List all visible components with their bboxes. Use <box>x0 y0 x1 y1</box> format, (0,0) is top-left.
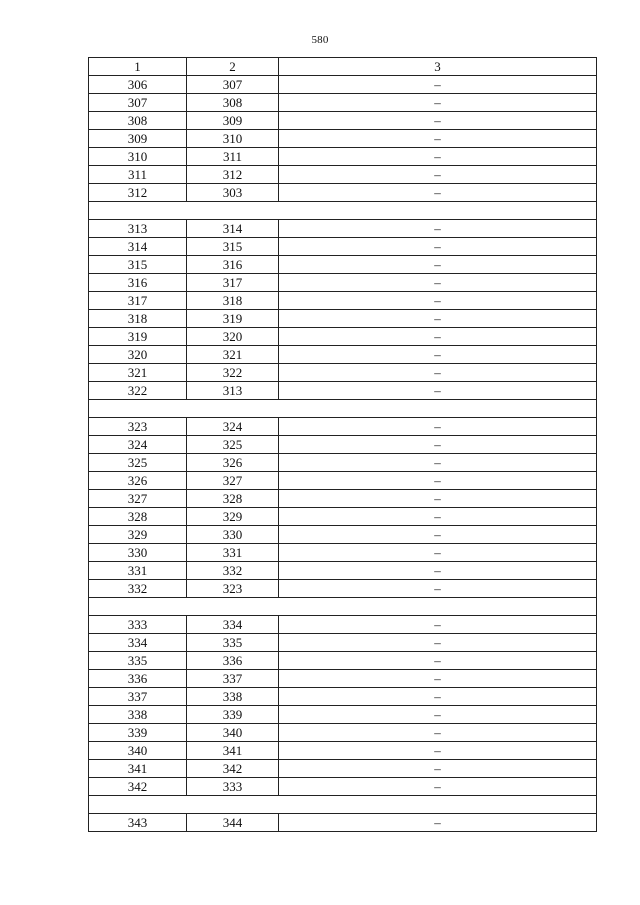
table-cell-col-2: 319 <box>187 310 279 328</box>
table-cell-col-3: – <box>279 778 597 796</box>
table-cell-col-1: 337 <box>89 688 187 706</box>
group-separator-row <box>89 400 597 418</box>
table-cell-col-3: – <box>279 220 597 238</box>
table-row <box>89 634 597 652</box>
table-cell-col-3: – <box>279 328 597 346</box>
table-cell-col-3: – <box>279 274 597 292</box>
table-cell-col-2: 344 <box>187 814 279 832</box>
table-row <box>89 238 597 256</box>
table-cell-col-1: 341 <box>89 760 187 778</box>
table-cell-col-1: 339 <box>89 724 187 742</box>
table-cell-col-3: – <box>279 292 597 310</box>
table-cell-col-3: – <box>279 148 597 166</box>
table-header <box>89 58 597 76</box>
table-cell-col-2: 315 <box>187 238 279 256</box>
table-cell-col-1: 320 <box>89 346 187 364</box>
table-cell-col-1: 330 <box>89 544 187 562</box>
table-cell-col-3: – <box>279 472 597 490</box>
table-row <box>89 742 597 760</box>
table-cell-col-2: 325 <box>187 436 279 454</box>
table-cell-col-3: – <box>279 382 597 400</box>
table-cell-col-1: 332 <box>89 580 187 598</box>
table-cell-col-2: 320 <box>187 328 279 346</box>
table-cell-col-2: 309 <box>187 112 279 130</box>
table-cell-col-1: 333 <box>89 616 187 634</box>
table-cell-col-3: – <box>279 634 597 652</box>
table-body <box>89 76 597 832</box>
table-row <box>89 346 597 364</box>
table-cell-col-2: 332 <box>187 562 279 580</box>
table-row <box>89 526 597 544</box>
table-cell-col-1: 335 <box>89 652 187 670</box>
header-row <box>89 58 597 76</box>
table-cell-col-2: 326 <box>187 454 279 472</box>
table-cell-col-2: 323 <box>187 580 279 598</box>
table-cell-col-2: 308 <box>187 94 279 112</box>
table-cell-col-1: 342 <box>89 778 187 796</box>
table-cell-col-1: 328 <box>89 508 187 526</box>
table-cell-col-3: – <box>279 760 597 778</box>
table-cell-col-2: 312 <box>187 166 279 184</box>
table-cell-col-1: 311 <box>89 166 187 184</box>
table-cell-col-1: 309 <box>89 130 187 148</box>
table-cell-col-1: 325 <box>89 454 187 472</box>
table-row <box>89 454 597 472</box>
table-cell-col-2: 316 <box>187 256 279 274</box>
table-cell-col-3: – <box>279 94 597 112</box>
table-row <box>89 166 597 184</box>
table-cell-col-1: 329 <box>89 526 187 544</box>
table-cell-col-2: 341 <box>187 742 279 760</box>
table-cell-col-2: 321 <box>187 346 279 364</box>
table-cell-col-3: – <box>279 166 597 184</box>
table-row <box>89 562 597 580</box>
table-cell-col-3: – <box>279 616 597 634</box>
table-cell-col-2: 331 <box>187 544 279 562</box>
table-cell-col-2: 340 <box>187 724 279 742</box>
table-cell-col-3: – <box>279 490 597 508</box>
table-cell-col-2: 330 <box>187 526 279 544</box>
data-table <box>88 57 597 832</box>
table-cell-col-2: 329 <box>187 508 279 526</box>
table-cell-col-1: 313 <box>89 220 187 238</box>
page-number: 580 <box>311 34 329 46</box>
table-row <box>89 436 597 454</box>
table-cell-col-3: – <box>279 562 597 580</box>
table-row <box>89 544 597 562</box>
table-row <box>89 688 597 706</box>
table-row <box>89 490 597 508</box>
table-row <box>89 184 597 202</box>
table-row <box>89 382 597 400</box>
table-cell-col-3: – <box>279 742 597 760</box>
table-cell-col-2: 307 <box>187 76 279 94</box>
table-cell-col-3: – <box>279 418 597 436</box>
table-cell-col-1: 323 <box>89 418 187 436</box>
table-cell-col-1: 317 <box>89 292 187 310</box>
table-cell-col-1: 316 <box>89 274 187 292</box>
table-cell-col-1: 312 <box>89 184 187 202</box>
table-cell-col-3: – <box>279 364 597 382</box>
table-row <box>89 94 597 112</box>
table-cell-col-2: 333 <box>187 778 279 796</box>
group-separator-cell <box>89 400 597 418</box>
table-cell-col-2: 337 <box>187 670 279 688</box>
table-cell-col-1: 340 <box>89 742 187 760</box>
table-row <box>89 508 597 526</box>
table-cell-col-3: – <box>279 256 597 274</box>
column-header-3: 3 <box>279 58 597 76</box>
table-row <box>89 130 597 148</box>
table-cell-col-2: 335 <box>187 634 279 652</box>
table-cell-col-3: – <box>279 76 597 94</box>
table-cell-col-2: 342 <box>187 760 279 778</box>
table-cell-col-1: 343 <box>89 814 187 832</box>
group-separator-cell <box>89 796 597 814</box>
table-cell-col-3: – <box>279 544 597 562</box>
table-cell-col-3: – <box>279 814 597 832</box>
table-row <box>89 760 597 778</box>
table-cell-col-1: 327 <box>89 490 187 508</box>
table-cell-col-3: – <box>279 454 597 472</box>
table-row <box>89 670 597 688</box>
table-row <box>89 148 597 166</box>
table-cell-col-1: 319 <box>89 328 187 346</box>
table-cell-col-1: 338 <box>89 706 187 724</box>
table-row <box>89 328 597 346</box>
table-cell-col-3: – <box>279 580 597 598</box>
table-cell-col-2: 310 <box>187 130 279 148</box>
table-cell-col-3: – <box>279 706 597 724</box>
group-separator-cell <box>89 202 597 220</box>
table-row <box>89 292 597 310</box>
table-row <box>89 706 597 724</box>
group-separator-row <box>89 598 597 616</box>
table-row <box>89 220 597 238</box>
table-cell-col-2: 338 <box>187 688 279 706</box>
table-row <box>89 76 597 94</box>
table-cell-col-1: 315 <box>89 256 187 274</box>
table-cell-col-2: 318 <box>187 292 279 310</box>
table-cell-col-3: – <box>279 688 597 706</box>
table-cell-col-3: – <box>279 526 597 544</box>
table-cell-col-2: 311 <box>187 148 279 166</box>
group-separator-row <box>89 796 597 814</box>
table-row <box>89 364 597 382</box>
table-cell-col-1: 322 <box>89 382 187 400</box>
table-cell-col-1: 310 <box>89 148 187 166</box>
table-cell-col-2: 328 <box>187 490 279 508</box>
table-cell-col-2: 322 <box>187 364 279 382</box>
table-row <box>89 814 597 832</box>
table-cell-col-1: 331 <box>89 562 187 580</box>
table-cell-col-2: 334 <box>187 616 279 634</box>
table-cell-col-1: 334 <box>89 634 187 652</box>
table-cell-col-1: 318 <box>89 310 187 328</box>
table-cell-col-2: 303 <box>187 184 279 202</box>
table-row <box>89 472 597 490</box>
table-cell-col-1: 336 <box>89 670 187 688</box>
group-separator-row <box>89 202 597 220</box>
table-cell-col-3: – <box>279 652 597 670</box>
table-cell-col-3: – <box>279 508 597 526</box>
table-cell-col-2: 336 <box>187 652 279 670</box>
table-row <box>89 580 597 598</box>
table-cell-col-3: – <box>279 238 597 256</box>
table-cell-col-1: 308 <box>89 112 187 130</box>
table-row <box>89 616 597 634</box>
table-row <box>89 652 597 670</box>
table-row <box>89 274 597 292</box>
table-cell-col-3: – <box>279 130 597 148</box>
table-cell-col-1: 326 <box>89 472 187 490</box>
table-row <box>89 724 597 742</box>
column-header-1: 1 <box>89 58 187 76</box>
table-row <box>89 778 597 796</box>
table-cell-col-2: 313 <box>187 382 279 400</box>
table-cell-col-1: 321 <box>89 364 187 382</box>
table-cell-col-3: – <box>279 346 597 364</box>
table-cell-col-1: 307 <box>89 94 187 112</box>
table-cell-col-3: – <box>279 724 597 742</box>
table-cell-col-1: 314 <box>89 238 187 256</box>
table-row <box>89 418 597 436</box>
table-row <box>89 256 597 274</box>
table-cell-col-2: 314 <box>187 220 279 238</box>
table-cell-col-2: 339 <box>187 706 279 724</box>
table-cell-col-2: 317 <box>187 274 279 292</box>
table-row <box>89 112 597 130</box>
column-header-2: 2 <box>187 58 279 76</box>
table-cell-col-1: 324 <box>89 436 187 454</box>
table-cell-col-1: 306 <box>89 76 187 94</box>
table-cell-col-3: – <box>279 436 597 454</box>
table-cell-col-3: – <box>279 670 597 688</box>
table-cell-col-3: – <box>279 184 597 202</box>
table-row <box>89 310 597 328</box>
table-cell-col-2: 327 <box>187 472 279 490</box>
table-cell-col-3: – <box>279 112 597 130</box>
table-cell-col-2: 324 <box>187 418 279 436</box>
table-cell-col-3: – <box>279 310 597 328</box>
group-separator-cell <box>89 598 597 616</box>
